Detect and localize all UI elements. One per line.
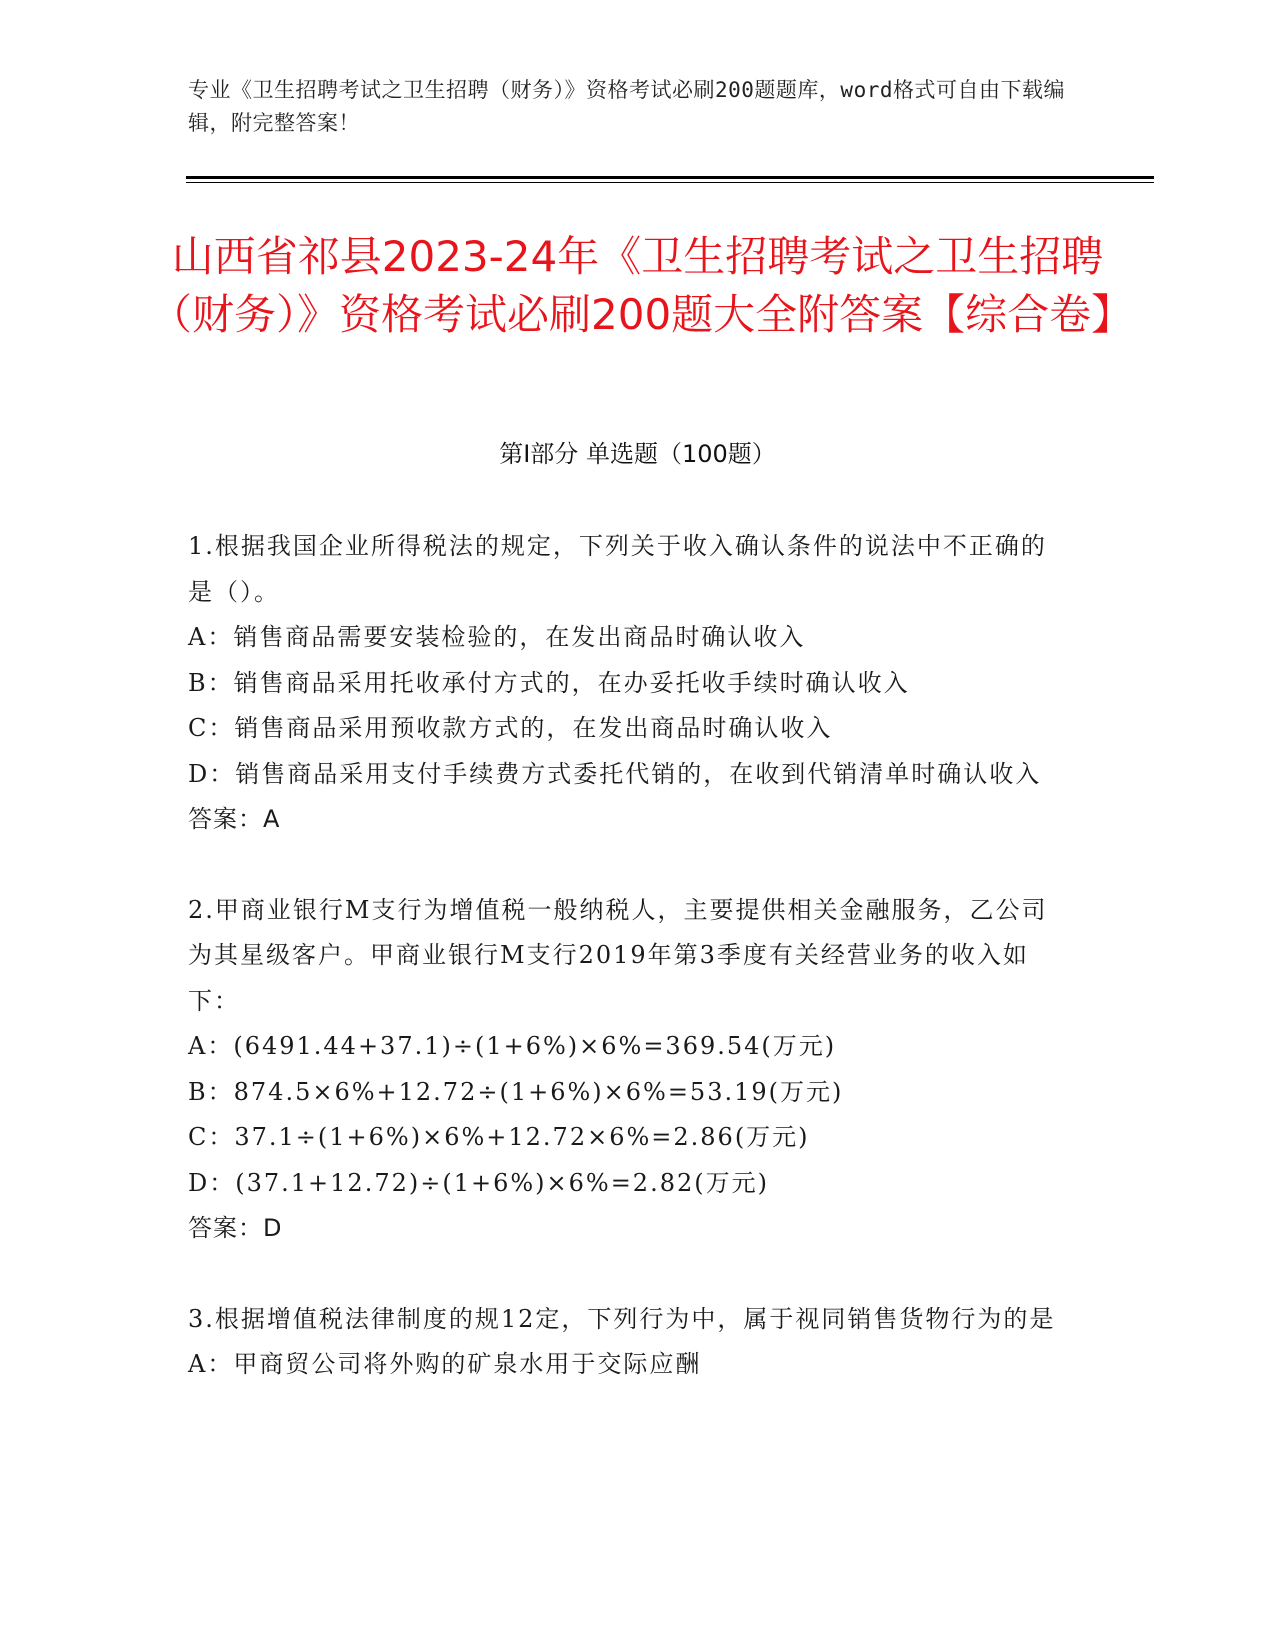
document-title: 山西省祁县2023-24年《卫生招聘考试之卫生招聘（财务）》资格考试必刷200题大全附答案【综合卷】 <box>150 232 1134 339</box>
section-title: 第Ⅰ部分 单选题（100题） <box>499 440 776 468</box>
option-b: B：销售商品采用托收承付方式的，在办妥托收手续时确认收入 <box>188 668 910 697</box>
question-3 <box>188 1297 1068 1388</box>
option-a: A：(6491.44+37.1)÷(1+6%)×6%=369.54(万元) <box>188 1032 837 1060</box>
option-d: D：(37.1+12.72)÷(1+6%)×6%=2.82(万元) <box>188 1168 769 1197</box>
option-c: C：销售商品采用预收款方式的，在发出商品时确认收入 <box>188 714 833 742</box>
option-a: A：甲商贸公司将外购的矿泉水用于交际应酬 <box>188 1350 702 1378</box>
option-d: D：销售商品采用支付手续费方式委托代销的，在收到代销清单时确认收入 <box>188 759 1042 788</box>
option-c: C：37.1÷(1+6%)×6%+12.72×6%=2.86(万元) <box>188 1123 810 1151</box>
header-divider-thick <box>186 176 1154 179</box>
question-stem: 2.甲商业银行M支行为增值税一般纳税人，主要提供相关金融服务，乙公司为其星级客户。甲商业银行M支行2019年第3季度有关经营业务的收入如下： <box>188 895 1048 1015</box>
header-divider-thin <box>186 182 1154 183</box>
answer: 答案：D <box>188 1214 283 1242</box>
option-a: A：销售商品需要安装检验的，在发出商品时确认收入 <box>188 623 806 651</box>
question-1 <box>188 524 1068 843</box>
question-2 <box>188 888 1068 1252</box>
option-b: B：874.5×6%+12.72÷(1+6%)×6%=53.19(万元) <box>188 1077 844 1106</box>
question-stem: 1.根据我国企业所得税法的规定，下列关于收入确认条件的说法中不正确的是（）。 <box>188 532 1047 606</box>
question-stem: 3.根据增值税法律制度的规12定，下列行为中，属于视同销售货物行为的是 <box>188 1304 1056 1333</box>
header-note: 专业《卫生招聘考试之卫生招聘（财务）》资格考试必刷200题题库，word格式可自由下载编辑，附完整答案！ <box>188 78 1065 135</box>
answer: 答案：A <box>188 805 281 833</box>
question-list <box>188 524 1068 1433</box>
